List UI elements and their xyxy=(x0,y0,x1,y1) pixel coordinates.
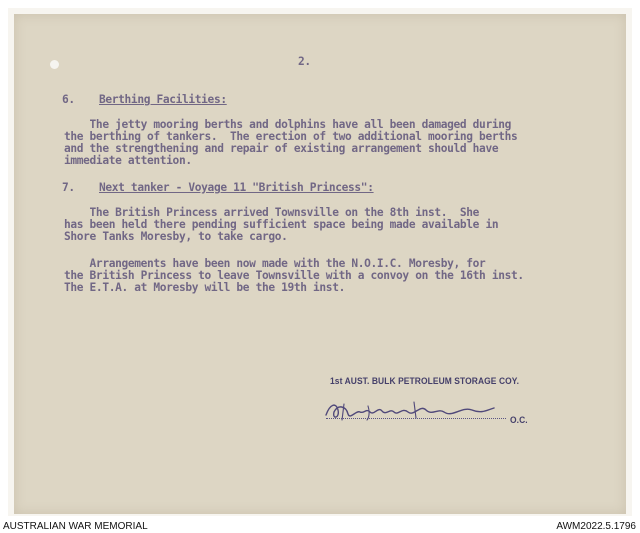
section-7-para1-line: The British Princess arrived Townsville on the 8th inst. She xyxy=(64,206,480,219)
section-6-number: 6. xyxy=(62,93,75,106)
page-number: 2. xyxy=(298,55,311,68)
section-7-para2-line: the British Princess to leave Townsville with a convoy on the 16th inst. xyxy=(64,269,524,282)
punch-hole xyxy=(50,60,59,69)
footer-institution: AUSTRALIAN WAR MEMORIAL xyxy=(3,521,148,532)
officer-title: O.C. xyxy=(510,415,528,426)
signature-line xyxy=(326,418,506,419)
unit-stamp: 1st AUST. BULK PETROLEUM STORAGE COY. xyxy=(330,376,520,387)
section-7-para2-line: Arrangements have been now made with the N.O.I.C. Moresby, for xyxy=(64,257,486,270)
section-6-line: and the strengthening and repair of existing arrangement should have xyxy=(64,142,499,155)
section-6-line: The jetty mooring berths and dolphins have all been damaged during xyxy=(64,118,511,131)
footer-accession-number: AWM2022.5.1796 xyxy=(556,521,636,532)
section-7-para2-line: The E.T.A. at Moresby will be the 19th inst. xyxy=(64,281,345,294)
section-6-heading: Berthing Facilities: xyxy=(99,93,227,106)
section-7-heading: Next tanker - Voyage 11 "British Princess": xyxy=(99,181,374,194)
section-6-line: the berthing of tankers. The erection of two additional mooring berths xyxy=(64,130,518,143)
section-6-line: immediate attention. xyxy=(64,154,192,167)
section-7-number: 7. xyxy=(62,181,75,194)
section-7-para1-line: has been held there pending sufficient space being made available in xyxy=(64,218,499,231)
handwritten-signature xyxy=(322,398,497,426)
section-7-para1-line: Shore Tanks Moresby, to take cargo. xyxy=(64,230,288,243)
